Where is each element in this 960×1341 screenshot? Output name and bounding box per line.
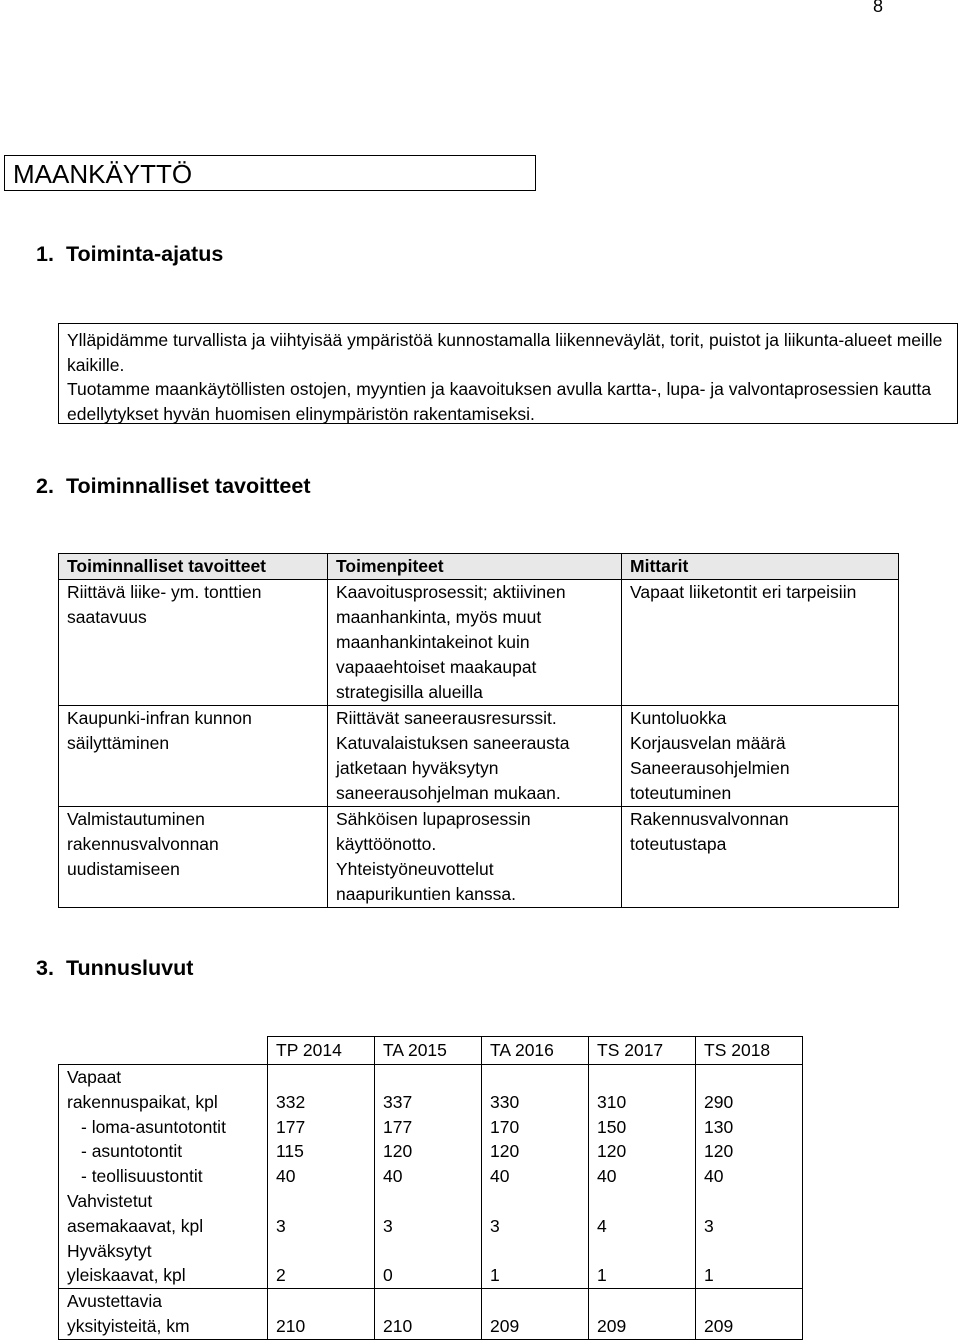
value-text: 120 <box>704 1141 734 1162</box>
cell-text-line: Kuntoluokka <box>630 708 727 728</box>
cell-text-line: Rakennusvalvonnan <box>630 809 789 829</box>
cell-text-line: vapaaehtoiset maakaupat <box>336 657 537 677</box>
section-number: 3. <box>36 956 54 980</box>
column-header: Mittarit <box>622 554 899 580</box>
value-text: 209 <box>490 1315 520 1336</box>
value-text <box>704 1239 794 1264</box>
goals-goal-cell <box>59 706 328 807</box>
value-text: 1 <box>597 1265 607 1286</box>
value-cell <box>696 1289 803 1340</box>
section-number: 1. <box>36 242 54 266</box>
cell-text-line: säilyttäminen <box>67 733 170 753</box>
value-cell <box>268 1289 375 1340</box>
cell-text-line: toteutustapa <box>630 834 727 854</box>
value-text: 210 <box>383 1315 413 1336</box>
value-text: 40 <box>490 1166 510 1187</box>
cell-text-line: naapurikuntien kanssa. <box>336 884 516 904</box>
empty-header-cell <box>59 1037 268 1065</box>
section-title: Toiminta-ajatus <box>66 242 224 266</box>
value-text <box>597 1239 687 1264</box>
value-text <box>383 1065 473 1090</box>
value-text: 150 <box>597 1116 627 1137</box>
mission-statement-box <box>58 323 958 424</box>
value-cell <box>482 1289 589 1340</box>
goals-goal-cell <box>59 580 328 706</box>
row-label: Vapaat <box>67 1067 122 1087</box>
mission-paragraph-1: Ylläpidämme turvallista ja viihtyisää ympäristöä kunnostamalla liikenneväylät, torit, puistot ja liikunta-alueet meille kaikille. <box>67 330 943 375</box>
section-title: Tunnusluvut <box>66 956 194 980</box>
cell-text-line: uudistamiseen <box>67 859 180 879</box>
cell-text-line: saatavuus <box>67 607 147 627</box>
value-text: 130 <box>704 1116 734 1137</box>
goals-metrics-cell <box>622 580 899 706</box>
value-text <box>597 1289 687 1314</box>
cell-text-line: saneerausohjelman mukaan. <box>336 783 561 803</box>
value-text: 0 <box>383 1265 393 1286</box>
value-text: 40 <box>597 1166 617 1187</box>
section-number: 2. <box>36 474 54 498</box>
value-text: 40 <box>704 1166 724 1187</box>
value-text: 3 <box>704 1215 714 1236</box>
value-text: 120 <box>490 1141 520 1162</box>
row-label: - teollisuustontit <box>81 1166 203 1187</box>
cell-text-line: strategisilla alueilla <box>336 682 483 702</box>
cell-text-line: Sähköisen lupaprosessin <box>336 809 531 829</box>
column-header: Toimenpiteet <box>328 554 622 580</box>
value-text: 1 <box>490 1265 500 1286</box>
table-row <box>59 1065 803 1289</box>
cell-text-line: Saneerausohjelmien <box>630 758 790 778</box>
goals-actions-cell <box>328 706 622 807</box>
table-row <box>59 706 899 807</box>
cell-text-line: Kaavoitusprosessit; aktiivinen <box>336 582 566 602</box>
value-text <box>276 1065 366 1090</box>
cell-text-line: Korjausvelan määrä <box>630 733 786 753</box>
value-text: 209 <box>704 1315 734 1336</box>
value-text: 120 <box>597 1141 627 1162</box>
column-header: TA 2015 <box>375 1037 482 1065</box>
value-text <box>490 1239 580 1264</box>
goals-actions-cell <box>328 807 622 908</box>
value-text: 115 <box>276 1141 304 1162</box>
cell-text-line: käyttöönotto. <box>336 834 437 854</box>
cell-text-line: Yhteistyöneuvottelut <box>336 859 494 879</box>
value-text: 3 <box>490 1215 500 1236</box>
value-text <box>276 1239 366 1264</box>
value-text: 120 <box>383 1141 413 1162</box>
value-text: 2 <box>276 1265 286 1286</box>
value-cell <box>375 1289 482 1340</box>
value-text: 310 <box>597 1091 627 1112</box>
row-label: - asuntotontit <box>81 1141 183 1162</box>
section-heading-1 <box>36 242 223 267</box>
main-heading: MAANKÄYTTÖ <box>4 155 536 191</box>
value-text: 40 <box>276 1166 296 1187</box>
value-text: 332 <box>276 1091 306 1112</box>
section-title: Toiminnalliset tavoitteet <box>66 474 311 498</box>
stats-header-row <box>59 1037 803 1065</box>
goals-metrics-cell <box>622 807 899 908</box>
table-row <box>59 580 899 706</box>
value-text <box>704 1065 794 1090</box>
page-number: 8 <box>873 0 884 16</box>
value-text <box>383 1189 473 1214</box>
row-label: Vahvistetut <box>67 1190 153 1211</box>
row-label: asemakaavat, kpl <box>67 1215 204 1236</box>
cell-text-line: Vapaat liiketontit eri tarpeisiin <box>630 582 857 602</box>
row-label-cell <box>59 1289 268 1340</box>
row-label: rakennuspaikat, kpl <box>67 1091 218 1112</box>
value-text <box>383 1289 473 1314</box>
value-text: 209 <box>597 1315 627 1336</box>
value-text: 3 <box>383 1215 393 1236</box>
column-header: Toiminnalliset tavoitteet <box>59 554 328 580</box>
column-header: TP 2014 <box>268 1037 375 1065</box>
row-label: Avustettavia <box>67 1291 163 1312</box>
cell-text-line: Riittävä liike- ym. tonttien <box>67 582 262 602</box>
value-text <box>276 1289 366 1314</box>
value-text: 330 <box>490 1091 520 1112</box>
value-text: 4 <box>597 1215 607 1236</box>
mission-paragraph-2: Tuotamme maankäytöllisten ostojen, myyntien ja kaavoituksen avulla kartta-, lupa- ja valvontaprosessien kautta edellytykset hyvän huomisen elinympäristön rakentamiseksi. <box>67 379 932 424</box>
value-text: 337 <box>383 1091 413 1112</box>
goals-actions-cell <box>328 580 622 706</box>
value-cell <box>696 1065 803 1289</box>
value-text: 40 <box>383 1166 403 1187</box>
value-text <box>597 1065 687 1090</box>
value-text: 170 <box>490 1116 520 1137</box>
cell-text-line: rakennusvalvonnan <box>67 834 219 854</box>
value-text <box>383 1239 473 1264</box>
cell-text-line: jatketaan hyväksytyn <box>336 758 499 778</box>
cell-text-line: Kaupunki-infran kunnon <box>67 708 252 728</box>
cell-text-line: Valmistautuminen <box>67 809 205 829</box>
key-figures-table <box>58 1036 803 1340</box>
value-text: 177 <box>383 1116 413 1137</box>
value-text <box>490 1189 580 1214</box>
value-cell <box>482 1065 589 1289</box>
goals-goal-cell <box>59 807 328 908</box>
value-text <box>276 1189 366 1214</box>
row-label: yksityisteitä, km <box>67 1315 190 1336</box>
value-text: 1 <box>704 1265 714 1286</box>
goals-metrics-cell <box>622 706 899 807</box>
table-row <box>59 1289 803 1340</box>
value-text <box>704 1289 794 1314</box>
operational-goals-table <box>58 553 899 908</box>
column-header: TS 2017 <box>589 1037 696 1065</box>
row-label: yleiskaavat, kpl <box>67 1265 186 1286</box>
value-text: 3 <box>276 1215 286 1236</box>
value-cell <box>375 1065 482 1289</box>
cell-text-line: maanhankinta, myös muut <box>336 607 542 627</box>
value-cell <box>589 1289 696 1340</box>
column-header: TS 2018 <box>696 1037 803 1065</box>
value-text: 290 <box>704 1091 734 1112</box>
value-text <box>597 1189 687 1214</box>
value-cell <box>589 1065 696 1289</box>
section-heading-2 <box>36 474 311 499</box>
cell-text-line: maanhankintakeinot kuin <box>336 632 530 652</box>
cell-text-line: Katuvalaistuksen saneerausta <box>336 733 570 753</box>
value-text <box>490 1289 580 1314</box>
row-label: - loma-asuntotontit <box>81 1116 226 1137</box>
cell-text-line: Riittävät saneerausresurssit. <box>336 708 557 728</box>
row-label-cell <box>59 1065 268 1289</box>
row-label: Hyväksytyt <box>67 1240 152 1261</box>
table-row <box>59 807 899 908</box>
value-text: 177 <box>276 1116 306 1137</box>
goals-header-row <box>59 554 899 580</box>
value-text <box>704 1189 794 1214</box>
value-text <box>490 1065 580 1090</box>
cell-text-line: toteutuminen <box>630 783 732 803</box>
section-heading-3 <box>36 956 193 981</box>
value-text: 210 <box>276 1315 306 1336</box>
column-header: TA 2016 <box>482 1037 589 1065</box>
value-cell <box>268 1065 375 1289</box>
